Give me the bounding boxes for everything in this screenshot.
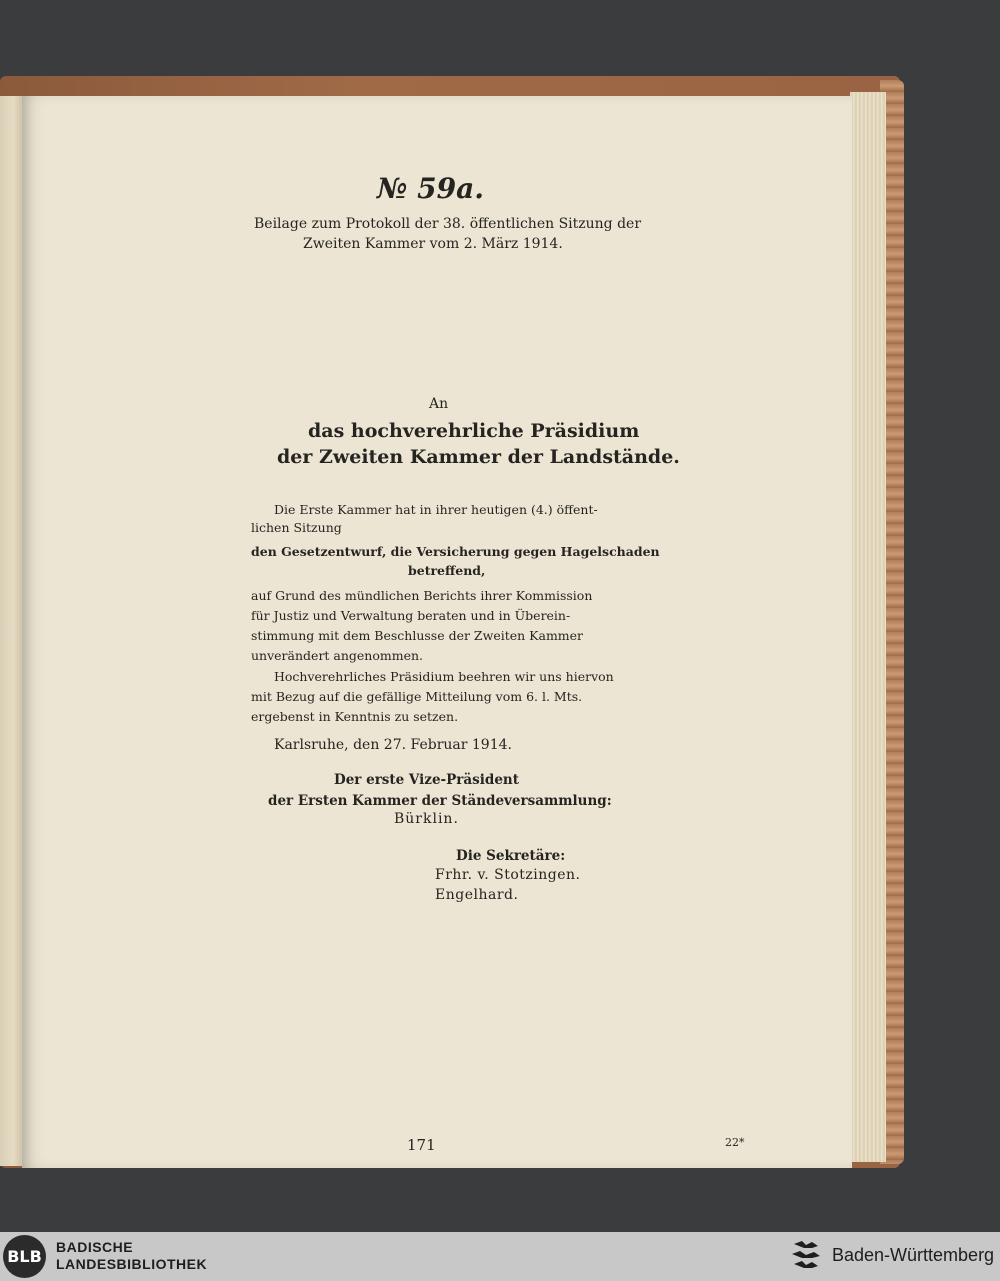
library-name-line-1: BADISCHE — [56, 1239, 134, 1255]
signature-mark: 22* — [725, 1136, 745, 1149]
previous-page-edge — [0, 96, 22, 1166]
signature-title-2: der Ersten Kammer der Ständeversammlung: — [268, 793, 612, 809]
blb-logo-icon[interactable]: BLB — [3, 1235, 46, 1278]
baden-wuerttemberg-lions-icon[interactable] — [790, 1238, 822, 1274]
secretary-2: Engelhard. — [435, 887, 519, 903]
footer-bar — [0, 1232, 1000, 1281]
page-stack-edge — [850, 92, 886, 1162]
bill-title-line: betreffend, — [408, 563, 486, 578]
document-number: № 59a. — [377, 172, 485, 205]
body-line: Die Erste Kammer hat in ihrer heutigen (4.) öffent- — [274, 502, 598, 517]
body-line: mit Bezug auf die gefällige Mitteilung vom 6. l. Mts. — [251, 689, 583, 704]
body-line: ergebenst in Kenntnis zu setzen. — [251, 709, 459, 724]
library-name-line-2: LANDESBIBLIOTHEK — [56, 1256, 208, 1272]
subtitle-line-2: Zweiten Kammer vom 2. März 1914. — [303, 236, 563, 252]
page-number: 171 — [407, 1136, 436, 1154]
subtitle-line-1: Beilage zum Protokoll der 38. öffentlichen Sitzung der — [254, 216, 642, 232]
body-line: lichen Sitzung — [251, 520, 342, 535]
signature-name: Bürklin. — [394, 811, 459, 827]
secretaries-title: Die Sekretäre: — [456, 848, 566, 864]
address-line-1: das hochverehrliche Präsidium — [308, 420, 640, 442]
state-name[interactable]: Baden-Württemberg — [832, 1245, 995, 1265]
body-line: auf Grund des mündlichen Berichts ihrer Kommission — [251, 588, 593, 603]
body-line: Hochverehrliches Präsidium beehren wir uns hiervon — [274, 669, 614, 684]
document-page — [22, 96, 852, 1168]
body-line: stimmung mit dem Beschlusse der Zweiten Kammer — [251, 628, 584, 643]
signature-title-1: Der erste Vize-Präsident — [334, 772, 519, 788]
body-line: für Justiz und Verwaltung beraten und in Überein- — [251, 608, 571, 623]
bill-title-line: den Gesetzentwurf, die Versicherung gegen Hagelschaden — [251, 544, 660, 559]
address-line-2: der Zweiten Kammer der Landstände. — [277, 446, 680, 468]
place-date: Karlsruhe, den 27. Februar 1914. — [274, 737, 512, 753]
library-name[interactable] — [56, 1239, 207, 1273]
body-line: unverändert angenommen. — [251, 648, 424, 663]
address-an: An — [429, 396, 449, 412]
secretary-1: Frhr. v. Stotzingen. — [435, 867, 581, 883]
